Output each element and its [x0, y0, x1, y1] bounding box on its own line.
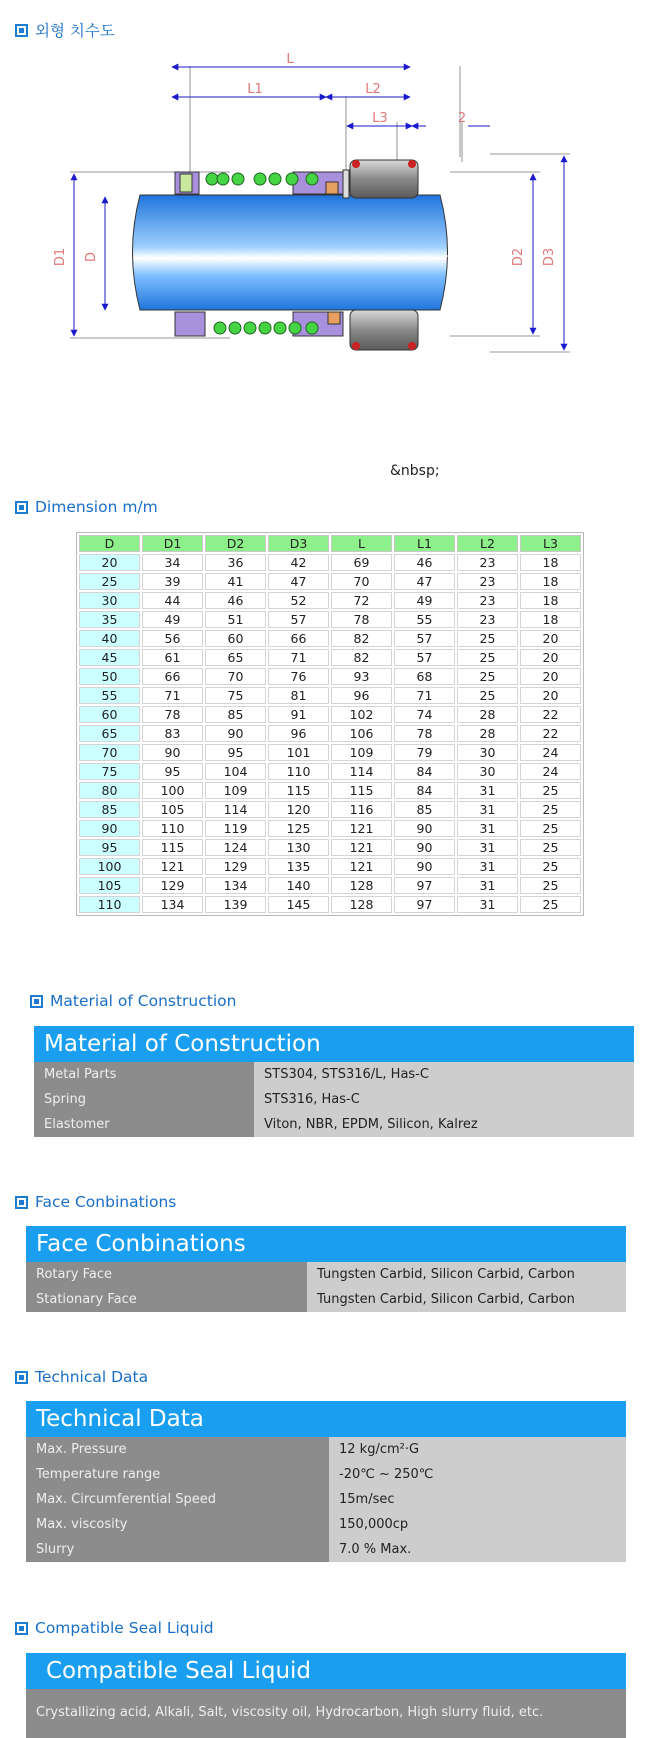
square-bullet-icon: [15, 1371, 28, 1384]
table-cell: 46: [205, 592, 266, 609]
table-row: [79, 839, 581, 856]
table-cell: 78: [142, 706, 203, 723]
table-cell: 102: [331, 706, 392, 723]
table-cell: 116: [331, 801, 392, 818]
section-title: Compatible Seal Liquid: [35, 1619, 214, 1637]
table-cell: 95: [79, 839, 140, 856]
table-cell: 66: [142, 668, 203, 685]
table-cell: 70: [79, 744, 140, 761]
table-cell: 60: [205, 630, 266, 647]
spec-value: Tungsten Carbid, Silicon Carbid, Carbon: [307, 1287, 626, 1312]
label-L: L: [286, 52, 294, 67]
table-cell: 30: [79, 592, 140, 609]
table-cell: 114: [205, 801, 266, 818]
table-cell: 85: [394, 801, 455, 818]
table-cell: 121: [331, 839, 392, 856]
spec-row: [34, 1112, 634, 1137]
table-cell: 49: [142, 611, 203, 628]
table-cell: 125: [268, 820, 329, 837]
table-cell: 52: [268, 592, 329, 609]
table-row: [79, 896, 581, 913]
table-cell: 20: [520, 668, 581, 685]
table-cell: 49: [394, 592, 455, 609]
section-title: 외형 치수도: [35, 22, 115, 40]
section-header-face: [15, 1192, 176, 1212]
spec-row: [34, 1087, 634, 1112]
table-cell: 75: [205, 687, 266, 704]
seal-dimension-drawing: [50, 52, 610, 402]
table-cell: 71: [142, 687, 203, 704]
table-cell: 23: [457, 554, 518, 571]
table-cell: 106: [331, 725, 392, 742]
table-cell: 145: [268, 896, 329, 913]
label-L3: L3: [372, 111, 388, 126]
table-cell: 121: [331, 820, 392, 837]
column-header: L2: [457, 535, 518, 552]
table-row: [79, 877, 581, 894]
table-cell: 24: [520, 744, 581, 761]
table-cell: 115: [268, 782, 329, 799]
section-title: Face Conbinations: [35, 1193, 177, 1211]
spec-key: Temperature range: [26, 1462, 329, 1487]
table-cell: 128: [331, 896, 392, 913]
table-cell: 76: [268, 668, 329, 685]
table-cell: 96: [268, 725, 329, 742]
spec-key: Max. Circumferential Speed: [26, 1487, 329, 1512]
table-cell: 95: [142, 763, 203, 780]
table-cell: 57: [394, 649, 455, 666]
table-cell: 20: [520, 649, 581, 666]
table-cell: 30: [457, 744, 518, 761]
square-bullet-icon: [15, 24, 28, 37]
label-D1: D1: [53, 247, 68, 267]
table-cell: 25: [520, 782, 581, 799]
table-cell: 110: [79, 896, 140, 913]
table-row: [79, 782, 581, 799]
table-cell: 114: [331, 763, 392, 780]
table-row: [79, 573, 581, 590]
table-row: [79, 687, 581, 704]
label-L1: L1: [247, 82, 263, 97]
table-cell: 128: [331, 877, 392, 894]
table-cell: 95: [205, 744, 266, 761]
table-cell: 18: [520, 554, 581, 571]
table-cell: 134: [142, 896, 203, 913]
table-cell: 80: [79, 782, 140, 799]
spec-value: 150,000cp: [329, 1512, 626, 1537]
table-row: [79, 668, 581, 685]
table-cell: 42: [268, 554, 329, 571]
table-cell: 25: [520, 839, 581, 856]
table-cell: 25: [520, 877, 581, 894]
table-row: [79, 630, 581, 647]
table-cell: 90: [394, 839, 455, 856]
table-cell: 79: [394, 744, 455, 761]
table-cell: 36: [205, 554, 266, 571]
table-cell: 57: [268, 611, 329, 628]
table-cell: 96: [331, 687, 392, 704]
table-cell: 46: [394, 554, 455, 571]
spec-key: Max. Pressure: [26, 1437, 329, 1462]
square-bullet-icon: [15, 501, 28, 514]
table-cell: 28: [457, 706, 518, 723]
square-bullet-icon: [30, 995, 43, 1008]
spec-value: 7.0 % Max.: [329, 1537, 626, 1562]
table-cell: 90: [142, 744, 203, 761]
table-cell: 23: [457, 573, 518, 590]
table-cell: 25: [457, 630, 518, 647]
table-row: [79, 725, 581, 742]
table-cell: 24: [520, 763, 581, 780]
label-D3: D3: [542, 247, 557, 267]
column-header: L1: [394, 535, 455, 552]
table-cell: 41: [205, 573, 266, 590]
column-header: D3: [268, 535, 329, 552]
table-cell: 25: [520, 820, 581, 837]
section-header-technical: [15, 1367, 148, 1387]
column-header: L: [331, 535, 392, 552]
label-D: D: [84, 251, 99, 263]
spec-key: Elastomer: [34, 1112, 254, 1137]
material-spec-block: [34, 1026, 634, 1137]
table-cell: 109: [205, 782, 266, 799]
label-D2: D2: [511, 247, 526, 267]
dimension-table: [76, 532, 584, 916]
table-cell: 110: [142, 820, 203, 837]
table-cell: 69: [331, 554, 392, 571]
table-cell: 31: [457, 896, 518, 913]
section-header-dimension: [15, 497, 158, 517]
material-rows: [34, 1062, 634, 1137]
table-cell: 90: [394, 820, 455, 837]
table-cell: 61: [142, 649, 203, 666]
table-row: [79, 554, 581, 571]
table-cell: 18: [520, 611, 581, 628]
table-cell: 31: [457, 820, 518, 837]
table-cell: 31: [457, 858, 518, 875]
table-cell: 109: [331, 744, 392, 761]
table-cell: 100: [142, 782, 203, 799]
table-cell: 25: [79, 573, 140, 590]
table-cell: 139: [205, 896, 266, 913]
spec-value: -20℃ ~ 250℃: [329, 1462, 626, 1487]
table-cell: 31: [457, 839, 518, 856]
table-cell: 55: [394, 611, 455, 628]
table-cell: 31: [457, 801, 518, 818]
section-title: Material of Construction: [50, 992, 237, 1010]
table-cell: 78: [394, 725, 455, 742]
table-cell: 84: [394, 782, 455, 799]
face-spec-block: [26, 1226, 626, 1312]
table-cell: 68: [394, 668, 455, 685]
table-cell: 84: [394, 763, 455, 780]
table-cell: 130: [268, 839, 329, 856]
table-cell: 70: [331, 573, 392, 590]
column-header: D: [79, 535, 140, 552]
liquid-spec-block: [26, 1653, 626, 1738]
table-header-row: [79, 535, 581, 552]
table-cell: 66: [268, 630, 329, 647]
table-row: [79, 858, 581, 875]
table-cell: 70: [205, 668, 266, 685]
table-cell: 65: [205, 649, 266, 666]
table-cell: 20: [520, 630, 581, 647]
table-cell: 105: [79, 877, 140, 894]
table-cell: 121: [142, 858, 203, 875]
table-cell: 91: [268, 706, 329, 723]
liquid-banner: Compatible Seal Liquid: [26, 1653, 626, 1689]
face-banner: Face Conbinations: [26, 1226, 626, 1262]
table-cell: 100: [79, 858, 140, 875]
table-cell: 82: [331, 630, 392, 647]
table-cell: 121: [331, 858, 392, 875]
table-cell: 22: [520, 706, 581, 723]
table-cell: 31: [457, 782, 518, 799]
table-cell: 75: [79, 763, 140, 780]
table-cell: 23: [457, 592, 518, 609]
spec-row: [34, 1062, 634, 1087]
section-header-liquid: [15, 1618, 214, 1638]
spec-value: Tungsten Carbid, Silicon Carbid, Carbon: [307, 1262, 626, 1287]
table-cell: 104: [205, 763, 266, 780]
table-row: [79, 763, 581, 780]
section-title: Dimension m/m: [35, 498, 158, 516]
table-cell: 110: [268, 763, 329, 780]
table-cell: 25: [457, 687, 518, 704]
table-cell: 120: [268, 801, 329, 818]
table-cell: 71: [394, 687, 455, 704]
table-body: [79, 554, 581, 913]
table-cell: 20: [79, 554, 140, 571]
table-cell: 135: [268, 858, 329, 875]
table-row: [79, 611, 581, 628]
table-cell: 25: [457, 649, 518, 666]
table-cell: 115: [142, 839, 203, 856]
table-cell: 90: [79, 820, 140, 837]
table-cell: 85: [205, 706, 266, 723]
table-cell: 20: [520, 687, 581, 704]
spec-row: [26, 1487, 626, 1512]
table-cell: 140: [268, 877, 329, 894]
spec-key: Stationary Face: [26, 1287, 307, 1312]
table-cell: 97: [394, 877, 455, 894]
table-cell: 34: [142, 554, 203, 571]
table-cell: 129: [142, 877, 203, 894]
label-L2: L2: [365, 82, 381, 97]
table-cell: 85: [79, 801, 140, 818]
column-header: D1: [142, 535, 203, 552]
table-cell: 93: [331, 668, 392, 685]
table-row: [79, 706, 581, 723]
table-row: [79, 649, 581, 666]
table-cell: 124: [205, 839, 266, 856]
spec-key: Max. viscosity: [26, 1512, 329, 1537]
table-cell: 44: [142, 592, 203, 609]
table-cell: 65: [79, 725, 140, 742]
table-cell: 81: [268, 687, 329, 704]
table-cell: 25: [457, 668, 518, 685]
table-cell: 22: [520, 725, 581, 742]
square-bullet-icon: [15, 1196, 28, 1209]
technical-banner: Technical Data: [26, 1401, 626, 1437]
table-cell: 50: [79, 668, 140, 685]
section-header-outline: [15, 20, 115, 40]
face-rows: [26, 1262, 626, 1312]
table-cell: 90: [205, 725, 266, 742]
table-row: [79, 820, 581, 837]
table-row: [79, 744, 581, 761]
table-cell: 82: [331, 649, 392, 666]
material-banner: Material of Construction: [34, 1026, 634, 1062]
label-2: 2: [457, 111, 467, 126]
table-cell: 31: [457, 877, 518, 894]
spec-value: 12 kg/cm²·G: [329, 1437, 626, 1462]
spec-row: [26, 1437, 626, 1462]
table-cell: 25: [520, 858, 581, 875]
table-cell: 28: [457, 725, 518, 742]
stray-nbsp-text: &nbsp;: [390, 463, 440, 479]
table-cell: 119: [205, 820, 266, 837]
spec-row: [26, 1262, 626, 1287]
table-cell: 60: [79, 706, 140, 723]
spec-key: Spring: [34, 1087, 254, 1112]
table-cell: 72: [331, 592, 392, 609]
table-row: [79, 592, 581, 609]
section-header-material: [30, 991, 236, 1011]
table-cell: 18: [520, 573, 581, 590]
table-cell: 18: [520, 592, 581, 609]
table-cell: 56: [142, 630, 203, 647]
table-cell: 134: [205, 877, 266, 894]
square-bullet-icon: [15, 1622, 28, 1635]
table-cell: 23: [457, 611, 518, 628]
spec-row: [26, 1287, 626, 1312]
spec-row: [26, 1462, 626, 1487]
spec-row: [26, 1512, 626, 1537]
table-cell: 83: [142, 725, 203, 742]
table-cell: 25: [520, 896, 581, 913]
table-cell: 129: [205, 858, 266, 875]
table-cell: 40: [79, 630, 140, 647]
spec-value: 15m/sec: [329, 1487, 626, 1512]
table-cell: 105: [142, 801, 203, 818]
spec-row: [26, 1537, 626, 1562]
spec-key: Rotary Face: [26, 1262, 307, 1287]
table-cell: 25: [520, 801, 581, 818]
table-cell: 35: [79, 611, 140, 628]
table-cell: 45: [79, 649, 140, 666]
table-cell: 97: [394, 896, 455, 913]
technical-rows: [26, 1437, 626, 1562]
table-row: [79, 801, 581, 818]
column-header: L3: [520, 535, 581, 552]
table-cell: 78: [331, 611, 392, 628]
spec-key: Slurry: [26, 1537, 329, 1562]
table-cell: 101: [268, 744, 329, 761]
spec-key: Metal Parts: [34, 1062, 254, 1087]
table-cell: 51: [205, 611, 266, 628]
table-cell: 90: [394, 858, 455, 875]
table-cell: 115: [331, 782, 392, 799]
table-cell: 55: [79, 687, 140, 704]
section-title: Technical Data: [35, 1368, 149, 1386]
liquid-text: Crystallizing acid, Alkali, Salt, viscosity oil, Hydrocarbon, High slurry fluid, etc.: [26, 1689, 626, 1738]
table-cell: 47: [268, 573, 329, 590]
table-cell: 74: [394, 706, 455, 723]
spec-value: Viton, NBR, EPDM, Silicon, Kalrez: [254, 1112, 634, 1137]
table-cell: 39: [142, 573, 203, 590]
table-cell: 71: [268, 649, 329, 666]
table-cell: 57: [394, 630, 455, 647]
table-cell: 30: [457, 763, 518, 780]
column-header: D2: [205, 535, 266, 552]
spec-value: STS316, Has-C: [254, 1087, 634, 1112]
spec-value: STS304, STS316/L, Has-C: [254, 1062, 634, 1087]
technical-spec-block: [26, 1401, 626, 1562]
table-cell: 47: [394, 573, 455, 590]
